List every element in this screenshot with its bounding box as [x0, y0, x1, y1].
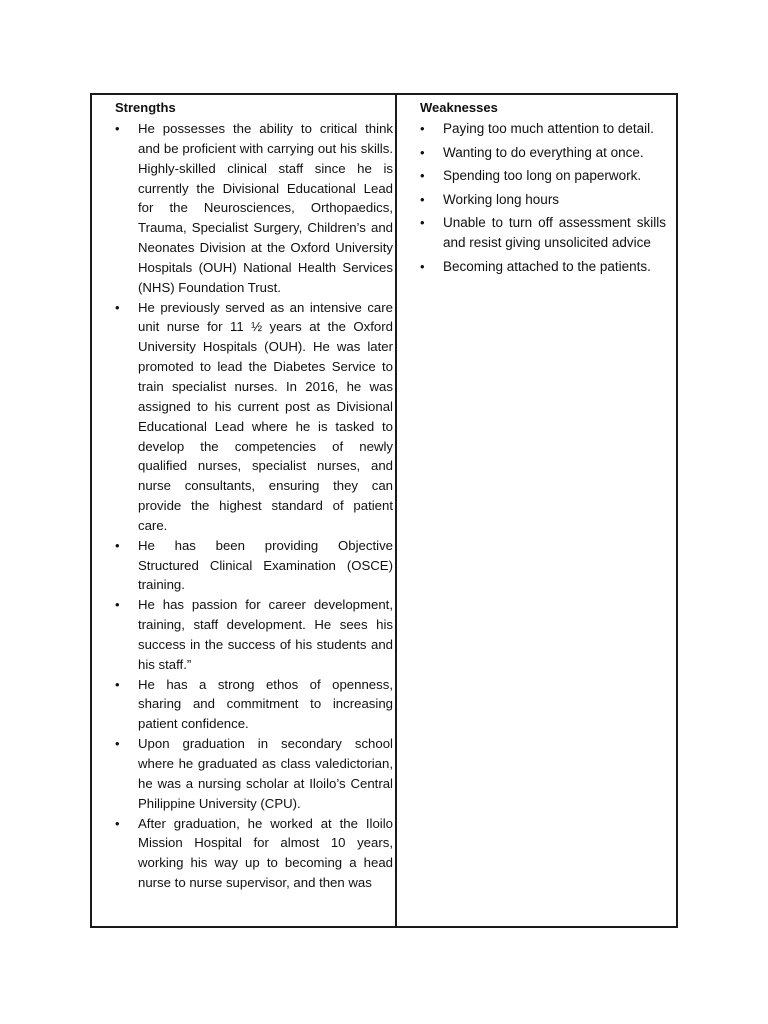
strength-text: He has a strong ethos of openness, sharing and commitment to increasing patient confidence.	[138, 676, 393, 732]
list-item	[420, 257, 666, 277]
strength-text: He possesses the ability to critical think and be proficient with carrying out his skills. Highly-skilled clinical staff since he is currently the Divisional Educational Lead for the Neurosciences, Orthopaedics, Trauma, Specialist Surgery, Children’s and Neonates Division at the Oxford University Hospitals (OUH) National Health Services (NHS) Foundation Trust.	[138, 121, 393, 295]
strength-text: Upon graduation in secondary school where he graduated as class valedictorian, he was a nursing scholar at Iloilo’s Central Philippine University (CPU).	[138, 736, 393, 811]
bullet-icon: •	[115, 537, 120, 553]
list-item	[420, 119, 666, 139]
bullet-icon: •	[420, 168, 425, 184]
strength-text: After graduation, he worked at the Iloilo Mission Hospital for almost 10 years, working his way up to becoming a head nurse to nurse supervisor, and then was	[138, 815, 393, 891]
strength-text: He has been providing Objective Structured Clinical Examination (OSCE) training.	[138, 537, 393, 593]
list-item	[115, 595, 393, 674]
bullet-icon: •	[420, 215, 425, 231]
list-item	[420, 143, 666, 163]
list-item	[115, 536, 393, 596]
list-item	[115, 675, 393, 735]
weakness-text: Working long hours	[443, 191, 560, 207]
strengths-heading: Strengths	[115, 100, 176, 115]
strengths-list	[115, 119, 393, 893]
bullet-icon: •	[420, 144, 425, 160]
list-item	[420, 166, 666, 186]
weakness-text: Unable to turn off assessment skills and resist giving unsolicited advice	[443, 215, 666, 251]
weakness-text: Paying too much attention to detail.	[443, 121, 654, 136]
list-item	[420, 213, 666, 253]
list-item	[115, 298, 393, 536]
bullet-icon: •	[115, 815, 120, 831]
weakness-text: Becoming attached to the patients.	[443, 258, 651, 274]
weaknesses-column	[397, 95, 676, 926]
weaknesses-list	[420, 119, 666, 277]
strengths-weaknesses-table	[90, 93, 678, 928]
weakness-text: Wanting to do everything at once.	[443, 144, 644, 160]
bullet-icon: •	[420, 258, 425, 274]
bullet-icon: •	[115, 121, 120, 136]
bullet-icon: •	[115, 597, 120, 613]
list-item	[115, 734, 393, 813]
list-item	[115, 119, 393, 298]
strength-text: He has passion for career development, training, staff development. He sees his success in the success of his students and his staff.”	[138, 597, 393, 672]
strength-text: He previously served as an intensive care unit nurse for 11 ½ years at the Oxford University Hospitals (OUH). He was later promoted to lead the Diabetes Service to train specialist nurses. In 2016, he was assigned to his current post as Divisional Educational Lead where he is tasked to develop the competencies of newly qualified nurses, specialist nurses, and nurse consultants, ensuring they can provide the highest standard of patient care.	[138, 299, 393, 533]
list-item	[420, 190, 666, 210]
bullet-icon: •	[115, 676, 120, 692]
bullet-icon: •	[115, 299, 120, 315]
strengths-column	[92, 95, 397, 926]
bullet-icon: •	[420, 191, 425, 207]
bullet-icon: •	[420, 121, 425, 136]
weaknesses-heading: Weaknesses	[420, 100, 498, 115]
weakness-text: Spending too long on paperwork.	[443, 168, 642, 184]
bullet-icon: •	[115, 736, 120, 752]
list-item	[115, 814, 393, 893]
